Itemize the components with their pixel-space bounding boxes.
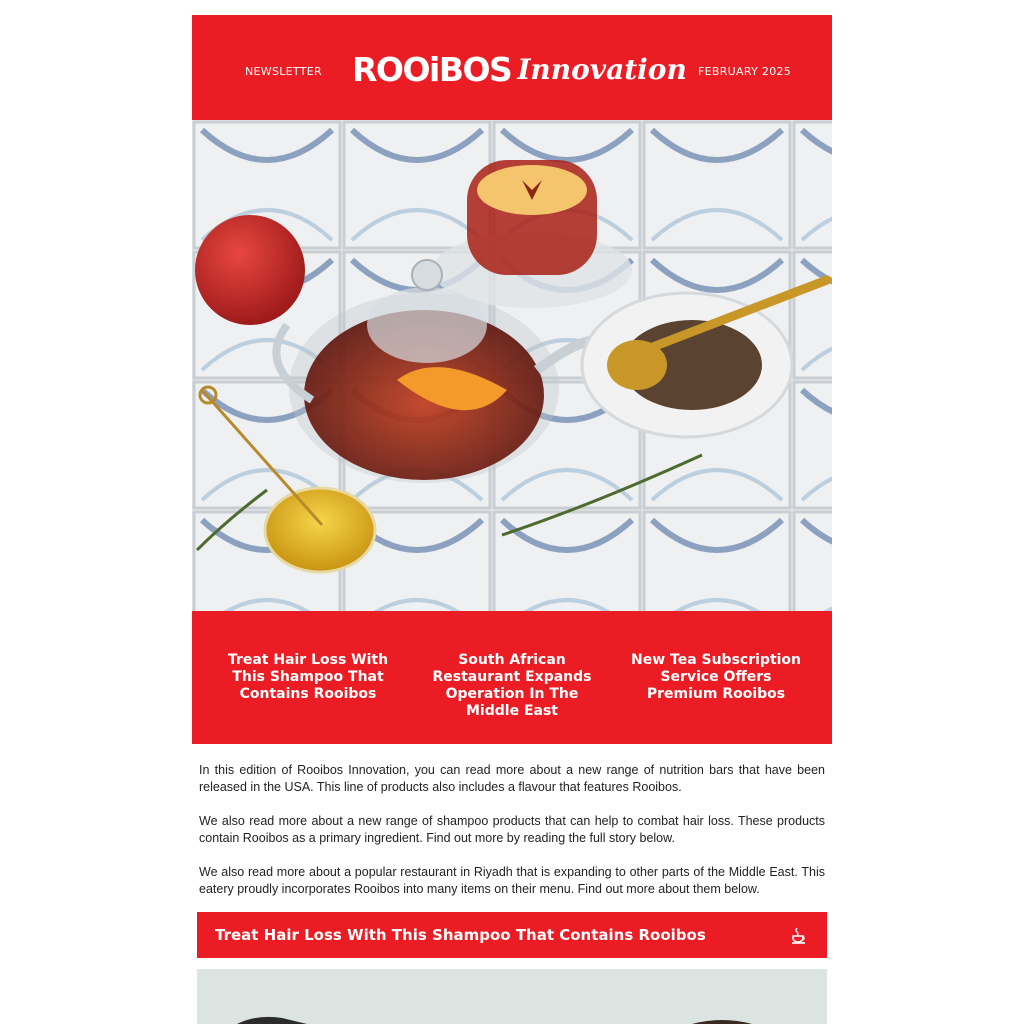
story-teasers [192, 611, 832, 744]
story-header-bar[interactable] [197, 912, 827, 958]
intro-paragraph-1: In this edition of Rooibos Innovation, you can read more about a new range of nutrition bars that have been released in the USA. This line of products also includes a flavour that features Rooibos. [199, 763, 825, 794]
rooibos-innovation-logo[interactable] [352, 50, 687, 90]
story-title[interactable]: Treat Hair Loss With This Shampoo That Contains Rooibos [215, 926, 706, 944]
teaser-subscription[interactable]: New Tea Subscription Service Offers Premium Rooibos [630, 652, 802, 702]
intro-paragraph-3: We also read more about a popular restaurant in Riyadh that is expanding to other parts of the Middle East. This eatery proudly incorporates Rooibos into many items on their menu. Find out more about them below. [199, 865, 825, 896]
logo-wordmark: ROOiBOS [352, 50, 512, 89]
tea-cup-icon [789, 925, 809, 945]
teaser-restaurant[interactable]: South African Restaurant Expands Operation In The Middle East [432, 652, 592, 719]
intro-paragraph-2: We also read more about a new range of shampoo products that can help to combat hair loss. These products contain Rooibos as a primary ingredient. Find out more by reading the full story below. [199, 814, 825, 845]
teaser-hair-loss[interactable]: Treat Hair Loss With This Shampoo That Contains Rooibos [227, 652, 389, 702]
logo-script: Innovation [517, 53, 687, 86]
hero-image[interactable] [192, 120, 832, 611]
issue-date: FEBRUARY 2025 [698, 65, 792, 78]
story-image[interactable] [197, 969, 827, 1024]
newsletter-label: NEWSLETTER [245, 65, 322, 78]
